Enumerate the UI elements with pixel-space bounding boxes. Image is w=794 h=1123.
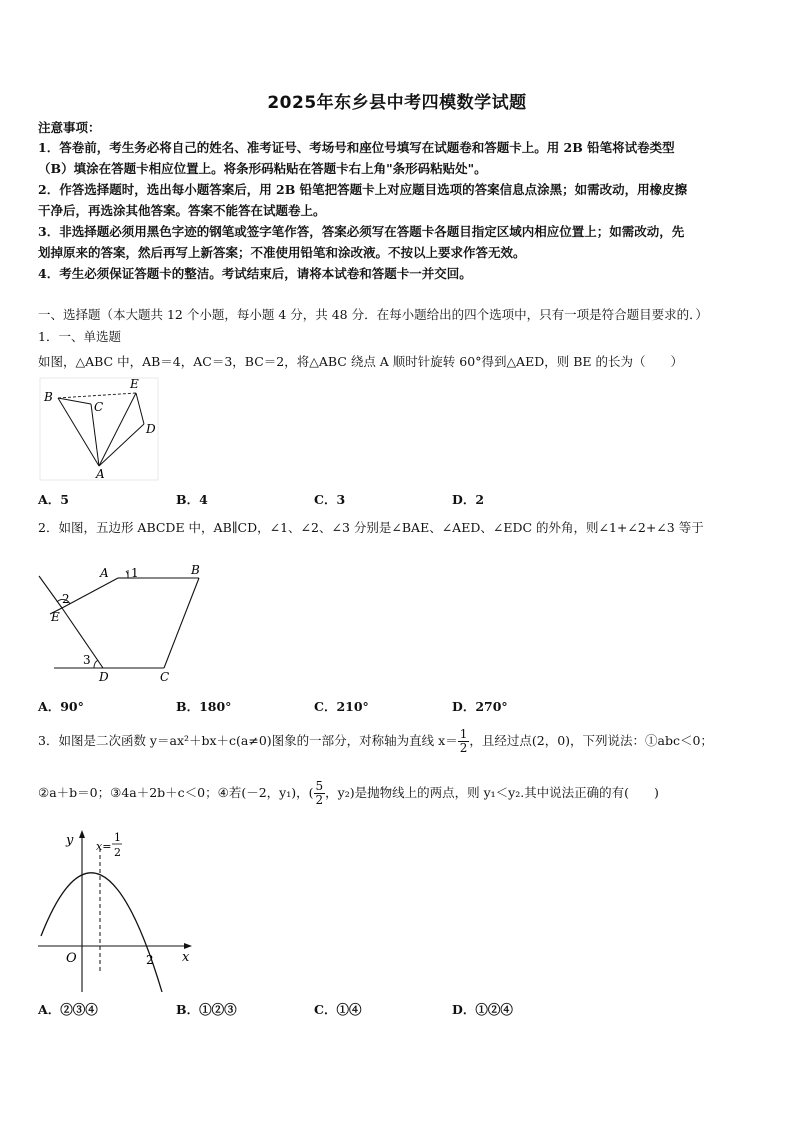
q3-option-a[interactable]: A．②③④	[38, 1002, 98, 1017]
q1-option-c[interactable]: C．3	[314, 492, 346, 507]
q1-option-b[interactable]: B．4	[176, 492, 208, 507]
q3-fraction-axis	[458, 728, 470, 755]
frac-num: 1	[459, 727, 468, 741]
notice-heading: 注意事项：	[38, 120, 101, 135]
label-c: C	[160, 670, 170, 684]
q2-option-d[interactable]: D．270°	[452, 699, 508, 714]
section-heading: 一、选择题（本大题共 12 个小题，每小题 4 分，共 48 分．在每小题给出的四个选项中，只有一项是符合题目要求的．）	[38, 307, 708, 322]
q3-text-a: 3．如图是二次函数 y＝ax²＋bx＋c(a≠0)图象的一部分，对称轴为直线 x＝	[38, 733, 458, 748]
q3-line-2	[38, 776, 760, 812]
q3-option-b[interactable]: B．①②③	[176, 1002, 237, 1017]
q3-fraction-point	[314, 780, 326, 807]
frac-den: 2	[459, 741, 468, 755]
parabola-curve	[41, 873, 162, 992]
x-label: x	[182, 950, 190, 965]
label-angle-2: 2	[62, 592, 70, 606]
origin-label: O	[66, 951, 77, 966]
q1-figure	[36, 374, 162, 482]
q2-option-b[interactable]: B．180°	[176, 699, 232, 714]
extension-de	[39, 576, 62, 608]
q1-option-a[interactable]: A．5	[38, 492, 69, 507]
notice-item: 4．考生必须保证答题卡的整洁。考试结束后，请将本试卷和答题卡一并交回。	[38, 266, 472, 281]
q2-option-a[interactable]: A．90°	[38, 699, 84, 714]
label-e: E	[51, 610, 60, 624]
segment-bc	[58, 398, 91, 404]
segment-da	[99, 424, 144, 466]
q3-option-d[interactable]: D．①②④	[452, 1002, 513, 1017]
label-a: A	[100, 566, 109, 580]
notice-item: 3．非选择题必须用黑色字迹的钢笔或签字笔作答，答案必须写在答题卡各题目指定区域内相应位置上；如需改动，先	[38, 224, 685, 239]
axis-eq-label: x=	[96, 840, 112, 853]
y-axis-arrow	[79, 830, 85, 838]
q3-option-c[interactable]: C．①④	[314, 1002, 362, 1017]
label-e: E	[130, 377, 139, 391]
section-subheading: 1．一、单选题	[38, 329, 121, 344]
segment-ed	[136, 393, 144, 424]
label-b: B	[191, 563, 200, 577]
segment-ea	[99, 393, 136, 466]
label-angle-3: 3	[83, 653, 91, 667]
q3-graph	[36, 826, 196, 996]
frac-num: 5	[315, 779, 324, 793]
notice-item: 干净后，再选涂其他答案。答案不能答在试题卷上。	[38, 203, 326, 218]
label-c: C	[94, 400, 104, 414]
label-b: B	[44, 390, 53, 404]
segment-be	[58, 393, 136, 398]
notice-item: 划掉原来的答案，然后再写上新答案；不准使用铅笔和涂改液。不按以上要求作答无效。	[38, 245, 526, 260]
label-d: D	[99, 670, 109, 684]
notice-item: 1．答卷前，考生务必将自己的姓名、准考证号、考场号和座位号填写在试题卷和答题卡上。用 2B 铅笔将试卷类型	[38, 140, 675, 155]
q2-text: 2．如图，五边形 ABCDE 中，AB∥CD，∠1、∠2、∠3 分别是∠BAE、∠AED、∠EDC 的外角，则∠1+∠2+∠3 等于	[38, 520, 704, 535]
angle-3-arc	[94, 660, 98, 668]
q2-figure	[36, 558, 222, 686]
label-a: A	[96, 467, 105, 481]
segment-bc	[164, 578, 199, 668]
label-angle-1: 1	[131, 566, 139, 580]
q3-line2-b: ，y₂)是抛物线上的两点，则 y₁＜y₂.其中说法正确的有( )	[325, 785, 659, 800]
two-label: 2	[146, 953, 154, 967]
frac-den: 2	[315, 793, 324, 807]
page-title: 2025年东乡县中考四模数学试题	[267, 93, 527, 113]
y-label: y	[66, 833, 74, 848]
axis-eq-den: 2	[114, 846, 121, 859]
segment-ba	[58, 398, 99, 466]
notice-item: 2．作答选择题时，选出每小题答案后，用 2B 铅笔把答题卡上对应题目选项的答案信息点涂黑；如需改动，用橡皮擦	[38, 182, 688, 197]
label-d: D	[146, 422, 156, 436]
x-axis-arrow	[184, 943, 192, 949]
q2-option-c[interactable]: C．210°	[314, 699, 369, 714]
q3-text-b: ，且经过点(2，0)，下列说法：①abc＜0；	[469, 733, 713, 748]
axis-eq-num: 1	[114, 831, 121, 844]
q3-line-1	[38, 724, 760, 760]
segment-ea	[62, 578, 118, 608]
q1-option-d[interactable]: D．2	[452, 492, 485, 507]
notice-item: （B）填涂在答题卡相应位置上。将条形码粘贴在答题卡右上角"条形码粘贴处"。	[38, 161, 487, 176]
q1-text: 如图，△ABC 中，AB＝4，AC＝3，BC＝2，将△ABC 绕点 A 顺时针旋转 60°得到△AED，则 BE 的长为（ ）	[38, 354, 683, 369]
q3-line2-a: ②a＋b＝0；③4a＋2b＋c＜0；④若(－2，y₁)，(	[38, 785, 314, 800]
